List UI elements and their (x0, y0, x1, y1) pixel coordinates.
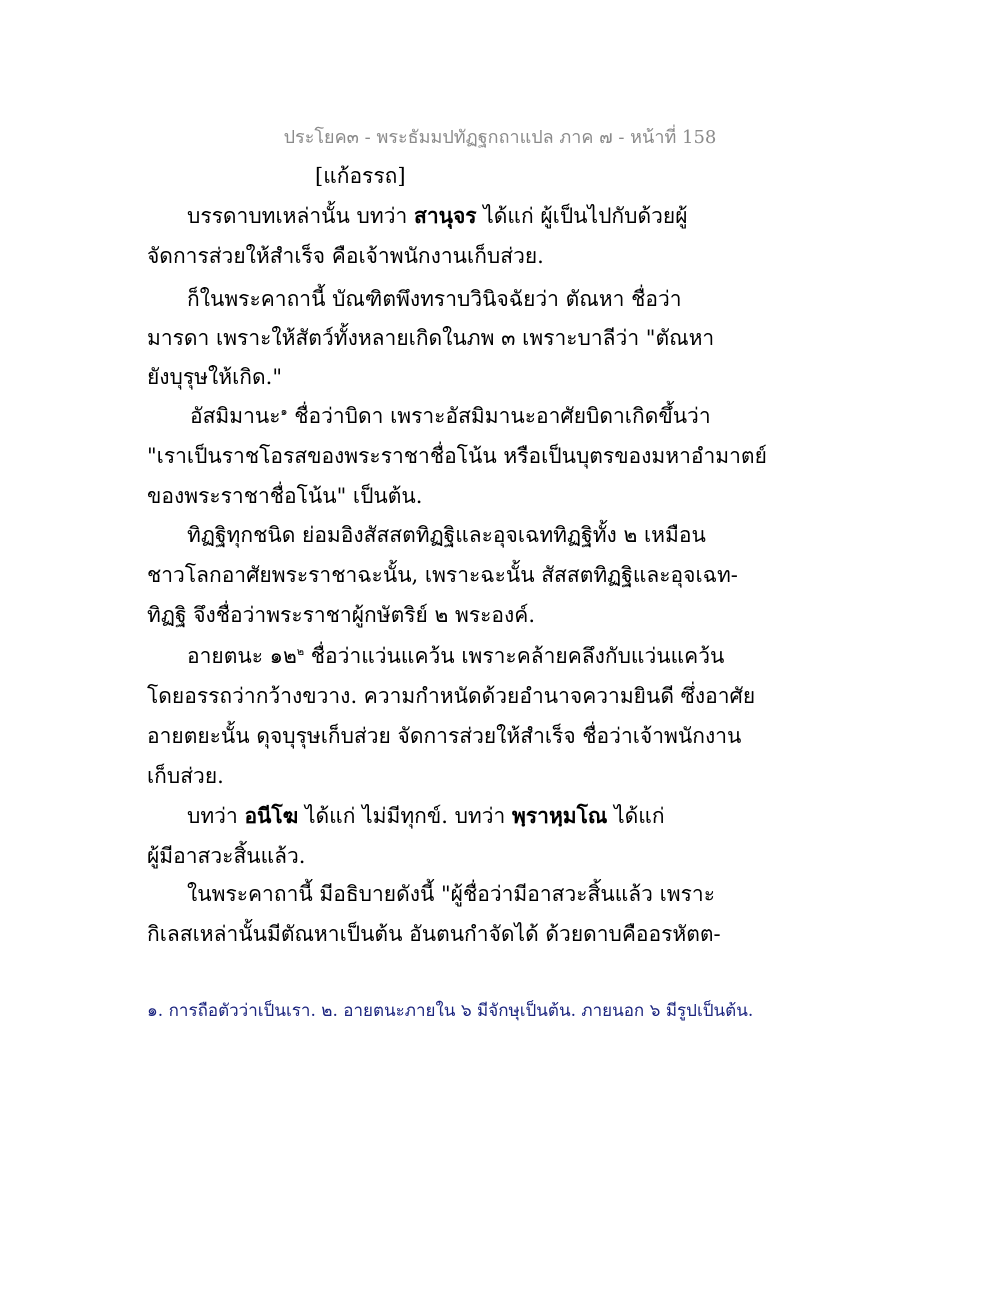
text-run: ได้แก่ (607, 804, 665, 828)
paragraph-line: ผู้มีอาสวะสิ้นแล้ว. (147, 844, 306, 868)
paragraph-line: กิเลสเหล่านั้นมีตัณหาเป็นต้น อันตนกำจัดได้ ด้วยดาบคืออรหัตต- (147, 922, 721, 946)
paragraph-line: อายตยะนั้น ดุจบุรุษเก็บส่วย จัดการส่วยให้สำเร็จ ชื่อว่าเจ้าพนักงาน (147, 724, 742, 748)
text-run: อัสมิมานะ (190, 404, 281, 428)
text-run: ชื่อว่าแว่นแคว้น เพราะคล้ายคลึงกับแว่นแคว้น (304, 644, 725, 668)
footnote: ๑. การถือตัวว่าเป็นเรา. ๒. อายตนะภายใน ๖ มีจักษุเป็นต้น. ภายนอก ๖ มีรูปเป็นต้น. (147, 1001, 754, 1021)
paragraph-line: โดยอรรถว่ากว้างขวาง. ความกำหนัดด้วยอำนาจความยินดี ซึ่งอาศัย (147, 684, 756, 708)
text-run: ได้แก่ ไม่มีทุกข์. บทว่า (298, 804, 513, 828)
paragraph-line (187, 200, 688, 233)
paragraph-line: จัดการส่วยให้สำเร็จ คือเจ้าพนักงานเก็บส่วย. (147, 244, 544, 268)
paragraph-line: ก็ในพระคาถานี้ บัณฑิตพึงทราบวินิจฉัยว่า ตัณหา ชื่อว่า (187, 287, 682, 311)
text-run: ได้แก่ ผู้เป็นไปกับด้วยผู้ (476, 204, 688, 228)
section-title: [แก้อรรถ] (315, 164, 406, 188)
paragraph-line: เก็บส่วย. (147, 764, 224, 788)
paragraph-line: ทิฏฐิ จึงชื่อว่าพระราชาผู้กษัตริย์ ๒ พระองค์. (147, 603, 535, 627)
text-run: บทว่า (187, 804, 245, 828)
paragraph-line: ยังบุรุษให้เกิด." (147, 365, 282, 389)
paragraph-line (187, 800, 665, 833)
bold-term: พฺราหฺมโณ (512, 803, 608, 828)
paragraph-line: ในพระคาถานี้ มีอธิบายดังนี้ "ผู้ชื่อว่ามีอาสวะสิ้นแล้ว เพราะ (187, 882, 715, 906)
text-run: ชื่อว่าบิดา เพราะอัสมิมานะอาศัยบิดาเกิดขึ้นว่า (287, 404, 711, 428)
bold-term: สานุจร (414, 203, 477, 228)
paragraph-line (187, 640, 724, 673)
paragraph-line: ของพระราชาชื่อโน้น" เป็นต้น. (147, 484, 423, 508)
footnote-marker: ๑ (280, 405, 288, 418)
bold-term: อนีโฆ (244, 803, 299, 828)
page-header: ประโยค๓ - พระธัมมปทัฏฐกถาแปล ภาค ๗ - หน้าที่ 158 (283, 127, 717, 148)
paragraph-line: ชาวโลกอาศัยพระราชาฉะนั้น, เพราะฉะนั้น สัสสตทิฏฐิและอุจเฉท- (147, 563, 738, 587)
text-run: บรรดาบทเหล่านั้น บทว่า (187, 204, 414, 228)
paragraph-line: "เราเป็นราชโอรสของพระราชาชื่อโน้น หรือเป็นบุตรของมหาอำมาตย์ (147, 444, 767, 468)
paragraph-line: ทิฏฐิทุกชนิด ย่อมอิงสัสสตทิฏฐิและอุจเฉททิฏฐิทั้ง ๒ เหมือน (187, 523, 706, 547)
paragraph-line: มารดา เพราะให้สัตว์ทั้งหลายเกิดในภพ ๓ เพราะบาลีว่า "ตัณหา (147, 326, 715, 350)
paragraph-line (190, 400, 711, 433)
text-run: อายตนะ ๑๒ (187, 644, 297, 668)
footnote-marker: ๒ (296, 645, 305, 658)
